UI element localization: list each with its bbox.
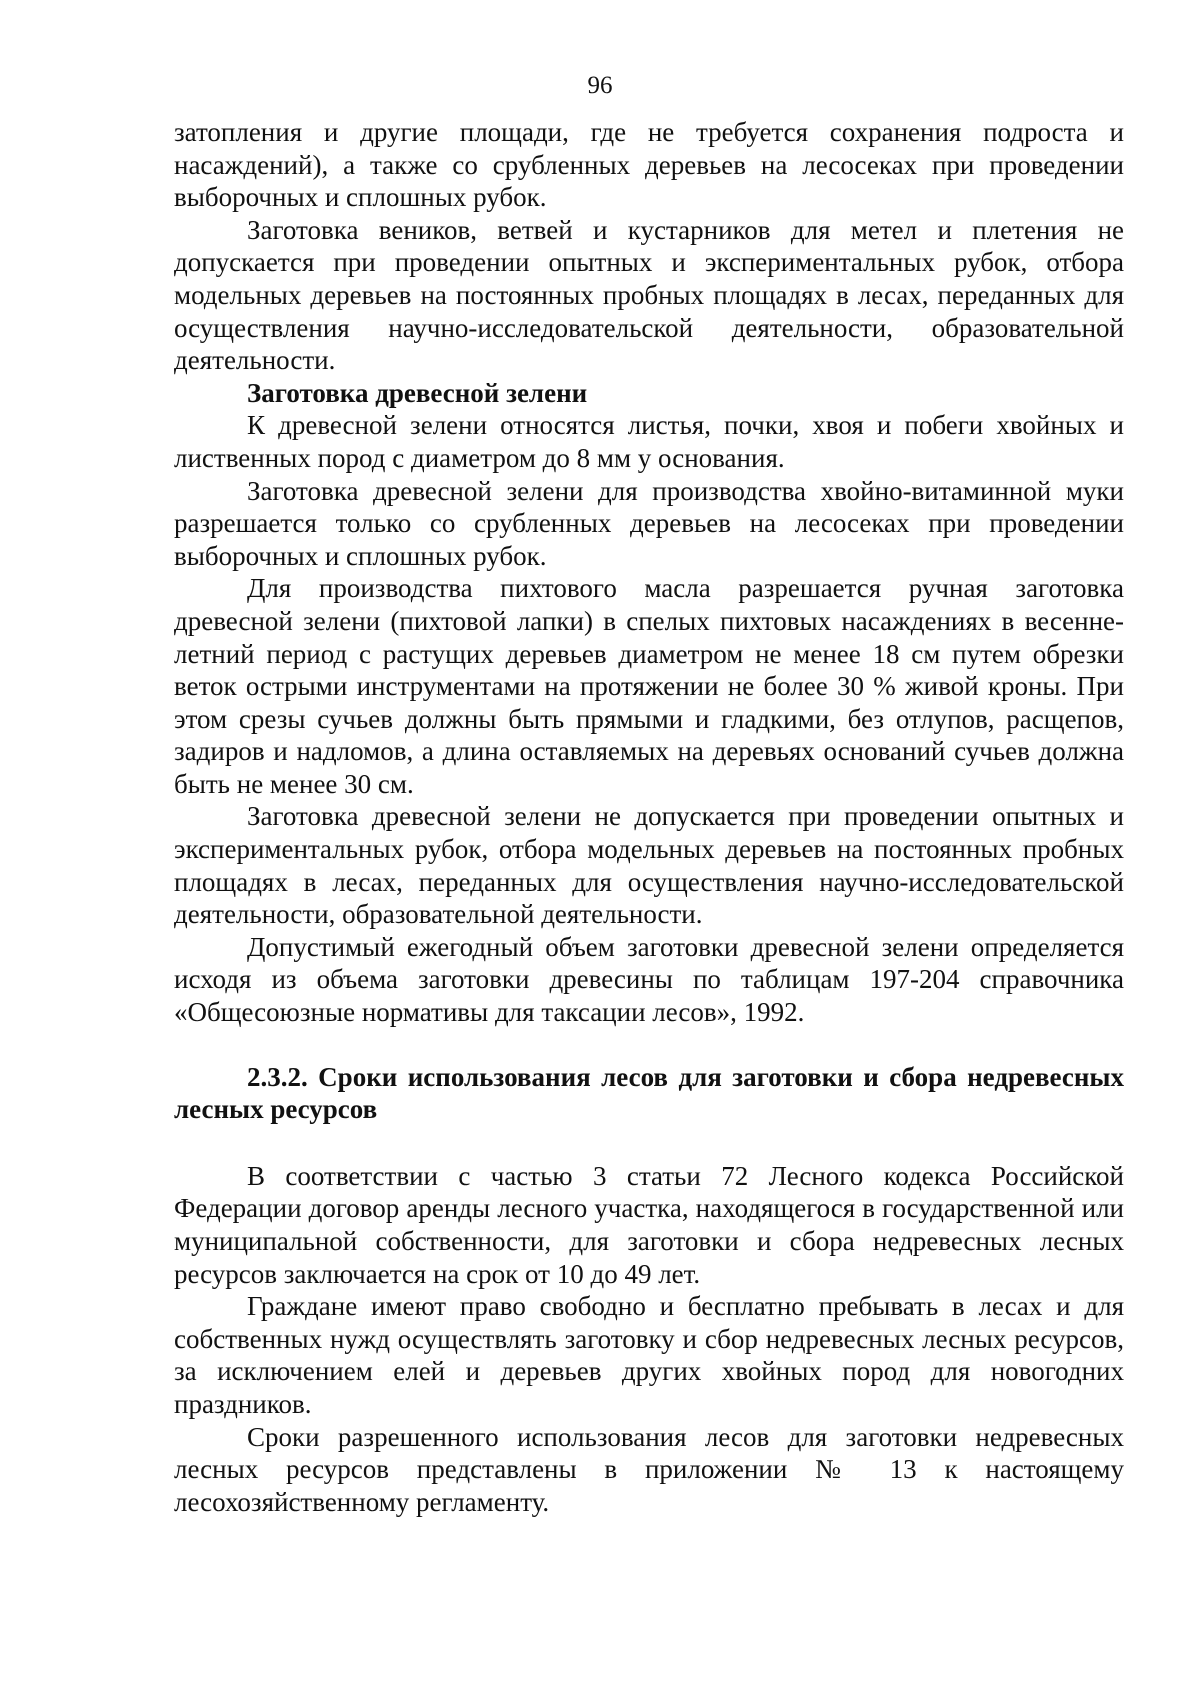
section-heading-2-3-2: 2.3.2. Сроки использования лесов для заготовки и сбора недревесных лесных ресурсов xyxy=(174,1061,1124,1125)
paragraph-green-restriction: Заготовка древесной зелени не допускается при проведении опытных и экспериментальных рубок, отбора модельных деревьев на постоянных пробных площадях в лесах, переданных для осуществления научно-исследовательской деятельности, образовательной деятельности. xyxy=(174,801,1124,930)
paragraph-lease-term: В соответствии с частью 3 статьи 72 Лесного кодекса Российской Федерации договор аренды лесного участка, находящегося в государственной или муниципальной собственности, для заготовки и сбора недревесных лесных ресурсов заключается на срок от 10 до 49 лет. xyxy=(174,1160,1124,1289)
paragraph-green-flour: Заготовка древесной зелени для производства хвойно-витаминной муки разрешается только со срубленных деревьев на лесосеках при проведении выборочных и сплошных рубок. xyxy=(174,475,1124,571)
document-body xyxy=(174,116,1124,1518)
subheading-wood-greenery: Заготовка древесной зелени xyxy=(247,377,588,408)
paragraph-appendix-reference: Сроки разрешенного использования лесов для заготовки недревесных лесных ресурсов представлены в приложении № 13 к настоящему лесохозяйственному регламенту. xyxy=(174,1421,1124,1517)
paragraph-green-definition: К древесной зелени относятся листья, почки, хвоя и побеги хвойных и лиственных пород с диаметром до 8 мм у основания. xyxy=(174,410,1124,473)
page-number: 96 xyxy=(587,72,613,99)
paragraph-green-volume: Допустимый ежегодный объем заготовки древесной зелени определяется исходя из объема заготовки древесины по таблицам 197-204 справочника «Общесоюзные нормативы для таксации лесов», 1992. xyxy=(174,931,1124,1028)
paragraph-fir-oil: Для производства пихтового масла разрешается ручная заготовка древесной зелени (пихтовой лапки) в спелых пихтовых насаждениях в весенне-летний период с растущих деревьев диаметром не менее 18 см путем обрезки веток острыми инструментами на протяжении не более 30 % живой кроны. При этом срезы сучьев должны быть прямыми и гладкими, без отлупов, расщепов, задиров и надломов, а длина оставляемых на деревьях оснований сучьев должна быть не менее 30 см. xyxy=(174,573,1124,799)
paragraph-citizens-rights: Граждане имеют право свободно и бесплатно пребывать в лесах и для собственных нужд осуществлять заготовку и сбор недревесных лесных ресурсов, за исключением елей и деревьев других хвойных пород для новогодних праздников. xyxy=(174,1291,1124,1419)
paragraph-brooms: Заготовка веников, ветвей и кустарников для метел и плетения не допускается при проведении опытных и экспериментальных рубок, отбора модельных деревьев на постоянных пробных площадях в лесах, переданных для осуществления научно-исследовательской деятельности, образовательной деятельности. xyxy=(174,214,1124,376)
paragraph-continuation: затопления и другие площади, где не требуется сохранения подроста и насаждений), а также со срубленных деревьев на лесосеках при проведении выборочных и сплошных рубок. xyxy=(174,117,1124,213)
